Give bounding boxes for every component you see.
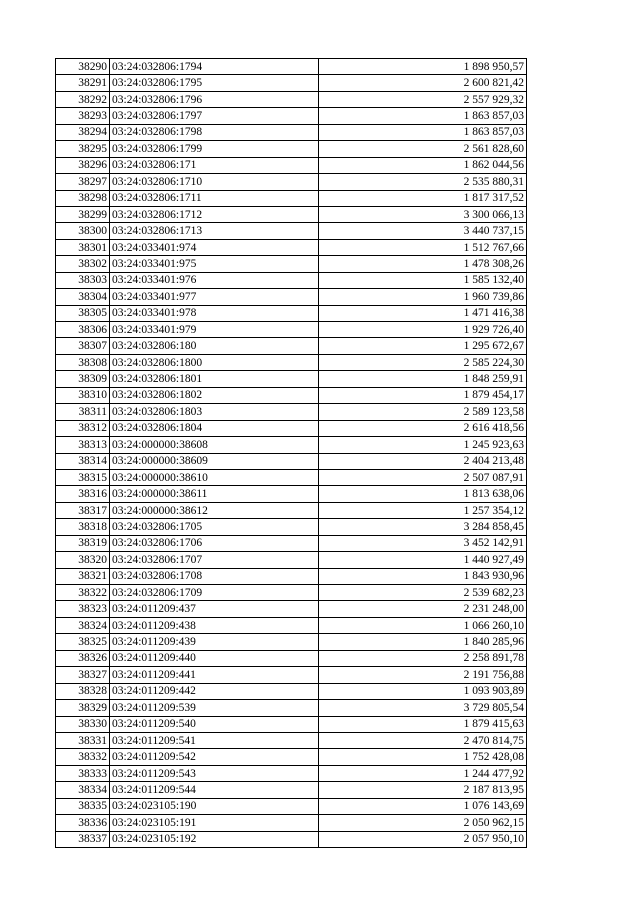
row-number-cell: 38325 — [56, 634, 110, 650]
cadastral-number-cell: 03:24:032806:1708 — [110, 568, 319, 584]
cadastral-number-cell: 03:24:023105:191 — [110, 815, 319, 831]
row-number-cell: 38310 — [56, 387, 110, 403]
cadastral-number-cell: 03:24:032806:171 — [110, 157, 319, 173]
cadastral-number-cell: 03:24:032806:1799 — [110, 141, 319, 157]
cadastral-value-cell: 2 187 813,95 — [319, 782, 527, 798]
row-number-cell: 38327 — [56, 667, 110, 683]
table-body — [56, 59, 527, 848]
table-row — [56, 256, 527, 272]
row-number-cell: 38302 — [56, 256, 110, 272]
row-number-cell: 38322 — [56, 585, 110, 601]
table-row — [56, 815, 527, 831]
cadastral-number-cell: 03:24:000000:38612 — [110, 502, 319, 518]
cadastral-number-cell: 03:24:033401:974 — [110, 239, 319, 255]
row-number-cell: 38296 — [56, 157, 110, 173]
table-row — [56, 338, 527, 354]
row-number-cell: 38297 — [56, 174, 110, 190]
table-row — [56, 486, 527, 502]
cadastral-value-cell: 2 050 962,15 — [319, 815, 527, 831]
table-row — [56, 371, 527, 387]
cadastral-value-cell: 2 191 756,88 — [319, 667, 527, 683]
cadastral-value-cell: 2 404 213,48 — [319, 453, 527, 469]
cadastral-number-cell: 03:24:032806:180 — [110, 338, 319, 354]
table-row — [56, 124, 527, 140]
row-number-cell: 38328 — [56, 683, 110, 699]
table-row — [56, 404, 527, 420]
table-row — [56, 469, 527, 485]
cadastral-value-cell: 1 076 143,69 — [319, 798, 527, 814]
cadastral-value-cell: 1 843 930,96 — [319, 568, 527, 584]
cadastral-value-cell: 3 300 066,13 — [319, 206, 527, 222]
row-number-cell: 38304 — [56, 289, 110, 305]
row-number-cell: 38331 — [56, 732, 110, 748]
cadastral-value-cell: 1 848 259,91 — [319, 371, 527, 387]
table-row — [56, 716, 527, 732]
table-row — [56, 601, 527, 617]
table-row — [56, 239, 527, 255]
cadastral-value-cell: 2 507 087,91 — [319, 469, 527, 485]
row-number-cell: 38309 — [56, 371, 110, 387]
row-number-cell: 38311 — [56, 404, 110, 420]
cadastral-number-cell: 03:24:032806:1795 — [110, 75, 319, 91]
cadastral-value-cell: 3 284 858,45 — [319, 519, 527, 535]
table-row — [56, 91, 527, 107]
cadastral-value-cell: 2 561 828,60 — [319, 141, 527, 157]
row-number-cell: 38295 — [56, 141, 110, 157]
cadastral-number-cell: 03:24:032806:1803 — [110, 404, 319, 420]
table-row — [56, 568, 527, 584]
row-number-cell: 38299 — [56, 206, 110, 222]
cadastral-number-cell: 03:24:011209:439 — [110, 634, 319, 650]
row-number-cell: 38316 — [56, 486, 110, 502]
cadastral-value-cell: 3 452 142,91 — [319, 535, 527, 551]
row-number-cell: 38290 — [56, 59, 110, 75]
table-row — [56, 437, 527, 453]
cadastral-value-cell: 1 585 132,40 — [319, 272, 527, 288]
cadastral-value-cell: 2 258 891,78 — [319, 650, 527, 666]
table-row — [56, 223, 527, 239]
cadastral-number-cell: 03:24:032806:1705 — [110, 519, 319, 535]
row-number-cell: 38323 — [56, 601, 110, 617]
cadastral-number-cell: 03:24:032806:1710 — [110, 174, 319, 190]
table-row — [56, 59, 527, 75]
table-row — [56, 453, 527, 469]
cadastral-number-cell: 03:24:033401:976 — [110, 272, 319, 288]
row-number-cell: 38307 — [56, 338, 110, 354]
row-number-cell: 38306 — [56, 322, 110, 338]
cadastral-number-cell: 03:24:011209:437 — [110, 601, 319, 617]
cadastral-number-cell: 03:24:023105:190 — [110, 798, 319, 814]
table-row — [56, 502, 527, 518]
cadastral-number-cell: 03:24:000000:38611 — [110, 486, 319, 502]
cadastral-value-cell: 1 471 416,38 — [319, 305, 527, 321]
table-row — [56, 206, 527, 222]
table-row — [56, 535, 527, 551]
table-row — [56, 831, 527, 847]
cadastral-value-cell: 1 295 672,67 — [319, 338, 527, 354]
cadastral-value-cell: 2 616 418,56 — [319, 420, 527, 436]
cadastral-number-cell: 03:24:011209:539 — [110, 700, 319, 716]
table-row — [56, 108, 527, 124]
table-row — [56, 798, 527, 814]
cadastral-value-cell: 1 813 638,06 — [319, 486, 527, 502]
row-number-cell: 38334 — [56, 782, 110, 798]
cadastral-number-cell: 03:24:032806:1713 — [110, 223, 319, 239]
cadastral-number-cell: 03:24:032806:1804 — [110, 420, 319, 436]
cadastral-value-cell: 1 862 044,56 — [319, 157, 527, 173]
cadastral-number-cell: 03:24:011209:441 — [110, 667, 319, 683]
cadastral-number-cell: 03:24:011209:440 — [110, 650, 319, 666]
cadastral-number-cell: 03:24:011209:540 — [110, 716, 319, 732]
table-row — [56, 519, 527, 535]
cadastral-value-cell: 2 535 880,31 — [319, 174, 527, 190]
table-row — [56, 272, 527, 288]
cadastral-value-cell: 1 093 903,89 — [319, 683, 527, 699]
row-number-cell: 38336 — [56, 815, 110, 831]
row-number-cell: 38330 — [56, 716, 110, 732]
row-number-cell: 38313 — [56, 437, 110, 453]
row-number-cell: 38298 — [56, 190, 110, 206]
table-row — [56, 322, 527, 338]
cadastral-value-cell: 1 929 726,40 — [319, 322, 527, 338]
cadastral-number-cell: 03:24:011209:442 — [110, 683, 319, 699]
row-number-cell: 38303 — [56, 272, 110, 288]
table-row — [56, 650, 527, 666]
cadastral-value-cell: 1 257 354,12 — [319, 502, 527, 518]
row-number-cell: 38292 — [56, 91, 110, 107]
row-number-cell: 38319 — [56, 535, 110, 551]
table-row — [56, 190, 527, 206]
cadastral-number-cell: 03:24:032806:1706 — [110, 535, 319, 551]
row-number-cell: 38300 — [56, 223, 110, 239]
cadastral-value-cell: 1 245 923,63 — [319, 437, 527, 453]
cadastral-number-cell: 03:24:032806:1712 — [110, 206, 319, 222]
table-row — [56, 667, 527, 683]
cadastral-number-cell: 03:24:011209:542 — [110, 749, 319, 765]
cadastral-value-cell: 2 585 224,30 — [319, 354, 527, 370]
cadastral-number-cell: 03:24:032806:1797 — [110, 108, 319, 124]
cadastral-number-cell: 03:24:032806:1709 — [110, 585, 319, 601]
cadastral-value-cell: 2 057 950,10 — [319, 831, 527, 847]
row-number-cell: 38324 — [56, 617, 110, 633]
table-row — [56, 141, 527, 157]
cadastral-number-cell: 03:24:011209:541 — [110, 732, 319, 748]
table-row — [56, 700, 527, 716]
table-row — [56, 749, 527, 765]
cadastral-value-cell: 1 960 739,86 — [319, 289, 527, 305]
table-row — [56, 174, 527, 190]
cadastral-value-cell: 1 752 428,08 — [319, 749, 527, 765]
row-number-cell: 38321 — [56, 568, 110, 584]
cadastral-value-cell: 1 863 857,03 — [319, 108, 527, 124]
cadastral-value-cell: 1 840 285,96 — [319, 634, 527, 650]
row-number-cell: 38291 — [56, 75, 110, 91]
table-row — [56, 354, 527, 370]
table-row — [56, 552, 527, 568]
cadastral-number-cell: 03:24:032806:1796 — [110, 91, 319, 107]
cadastral-number-cell: 03:24:000000:38610 — [110, 469, 319, 485]
row-number-cell: 38337 — [56, 831, 110, 847]
cadastral-number-cell: 03:24:033401:977 — [110, 289, 319, 305]
cadastral-value-cell: 1 478 308,26 — [319, 256, 527, 272]
table-row — [56, 782, 527, 798]
cadastral-number-cell: 03:24:000000:38609 — [110, 453, 319, 469]
cadastral-number-cell: 03:24:032806:1711 — [110, 190, 319, 206]
cadastral-number-cell: 03:24:032806:1794 — [110, 59, 319, 75]
row-number-cell: 38315 — [56, 469, 110, 485]
table-row — [56, 289, 527, 305]
table-row — [56, 732, 527, 748]
cadastral-number-cell: 03:24:032806:1798 — [110, 124, 319, 140]
row-number-cell: 38308 — [56, 354, 110, 370]
table-row — [56, 305, 527, 321]
cadastral-value-cell: 1 863 857,03 — [319, 124, 527, 140]
cadastral-number-cell: 03:24:033401:978 — [110, 305, 319, 321]
row-number-cell: 38332 — [56, 749, 110, 765]
table-row — [56, 634, 527, 650]
cadastral-value-cell: 3 729 805,54 — [319, 700, 527, 716]
row-number-cell: 38333 — [56, 765, 110, 781]
row-number-cell: 38314 — [56, 453, 110, 469]
cadastral-number-cell: 03:24:011209:438 — [110, 617, 319, 633]
cadastral-value-cell: 2 231 248,00 — [319, 601, 527, 617]
table-row — [56, 387, 527, 403]
row-number-cell: 38329 — [56, 700, 110, 716]
row-number-cell: 38317 — [56, 502, 110, 518]
cadastral-value-cell: 1 817 317,52 — [319, 190, 527, 206]
row-number-cell: 38326 — [56, 650, 110, 666]
row-number-cell: 38312 — [56, 420, 110, 436]
table-row — [56, 75, 527, 91]
cadastral-number-cell: 03:24:032806:1707 — [110, 552, 319, 568]
cadastral-value-cell: 2 589 123,58 — [319, 404, 527, 420]
row-number-cell: 38318 — [56, 519, 110, 535]
cadastral-value-table — [55, 58, 527, 848]
table-row — [56, 683, 527, 699]
cadastral-value-cell: 1 879 454,17 — [319, 387, 527, 403]
row-number-cell: 38320 — [56, 552, 110, 568]
cadastral-number-cell: 03:24:023105:192 — [110, 831, 319, 847]
row-number-cell: 38335 — [56, 798, 110, 814]
cadastral-number-cell: 03:24:011209:544 — [110, 782, 319, 798]
cadastral-number-cell: 03:24:032806:1800 — [110, 354, 319, 370]
cadastral-number-cell: 03:24:032806:1802 — [110, 387, 319, 403]
cadastral-value-cell: 2 470 814,75 — [319, 732, 527, 748]
table-row — [56, 157, 527, 173]
cadastral-number-cell: 03:24:033401:979 — [110, 322, 319, 338]
row-number-cell: 38293 — [56, 108, 110, 124]
cadastral-value-cell: 2 557 929,32 — [319, 91, 527, 107]
cadastral-number-cell: 03:24:032806:1801 — [110, 371, 319, 387]
cadastral-value-cell: 1 512 767,66 — [319, 239, 527, 255]
row-number-cell: 38294 — [56, 124, 110, 140]
cadastral-number-cell: 03:24:000000:38608 — [110, 437, 319, 453]
cadastral-value-cell: 3 440 737,15 — [319, 223, 527, 239]
cadastral-value-cell: 2 539 682,23 — [319, 585, 527, 601]
cadastral-number-cell: 03:24:033401:975 — [110, 256, 319, 272]
table-row — [56, 765, 527, 781]
cadastral-number-cell: 03:24:011209:543 — [110, 765, 319, 781]
cadastral-value-cell: 1 879 415,63 — [319, 716, 527, 732]
row-number-cell: 38305 — [56, 305, 110, 321]
table-row — [56, 420, 527, 436]
cadastral-value-cell: 1 244 477,92 — [319, 765, 527, 781]
table-row — [56, 617, 527, 633]
cadastral-value-cell: 1 440 927,49 — [319, 552, 527, 568]
row-number-cell: 38301 — [56, 239, 110, 255]
cadastral-value-cell: 1 898 950,57 — [319, 59, 527, 75]
cadastral-value-cell: 1 066 260,10 — [319, 617, 527, 633]
table-row — [56, 585, 527, 601]
cadastral-value-cell: 2 600 821,42 — [319, 75, 527, 91]
